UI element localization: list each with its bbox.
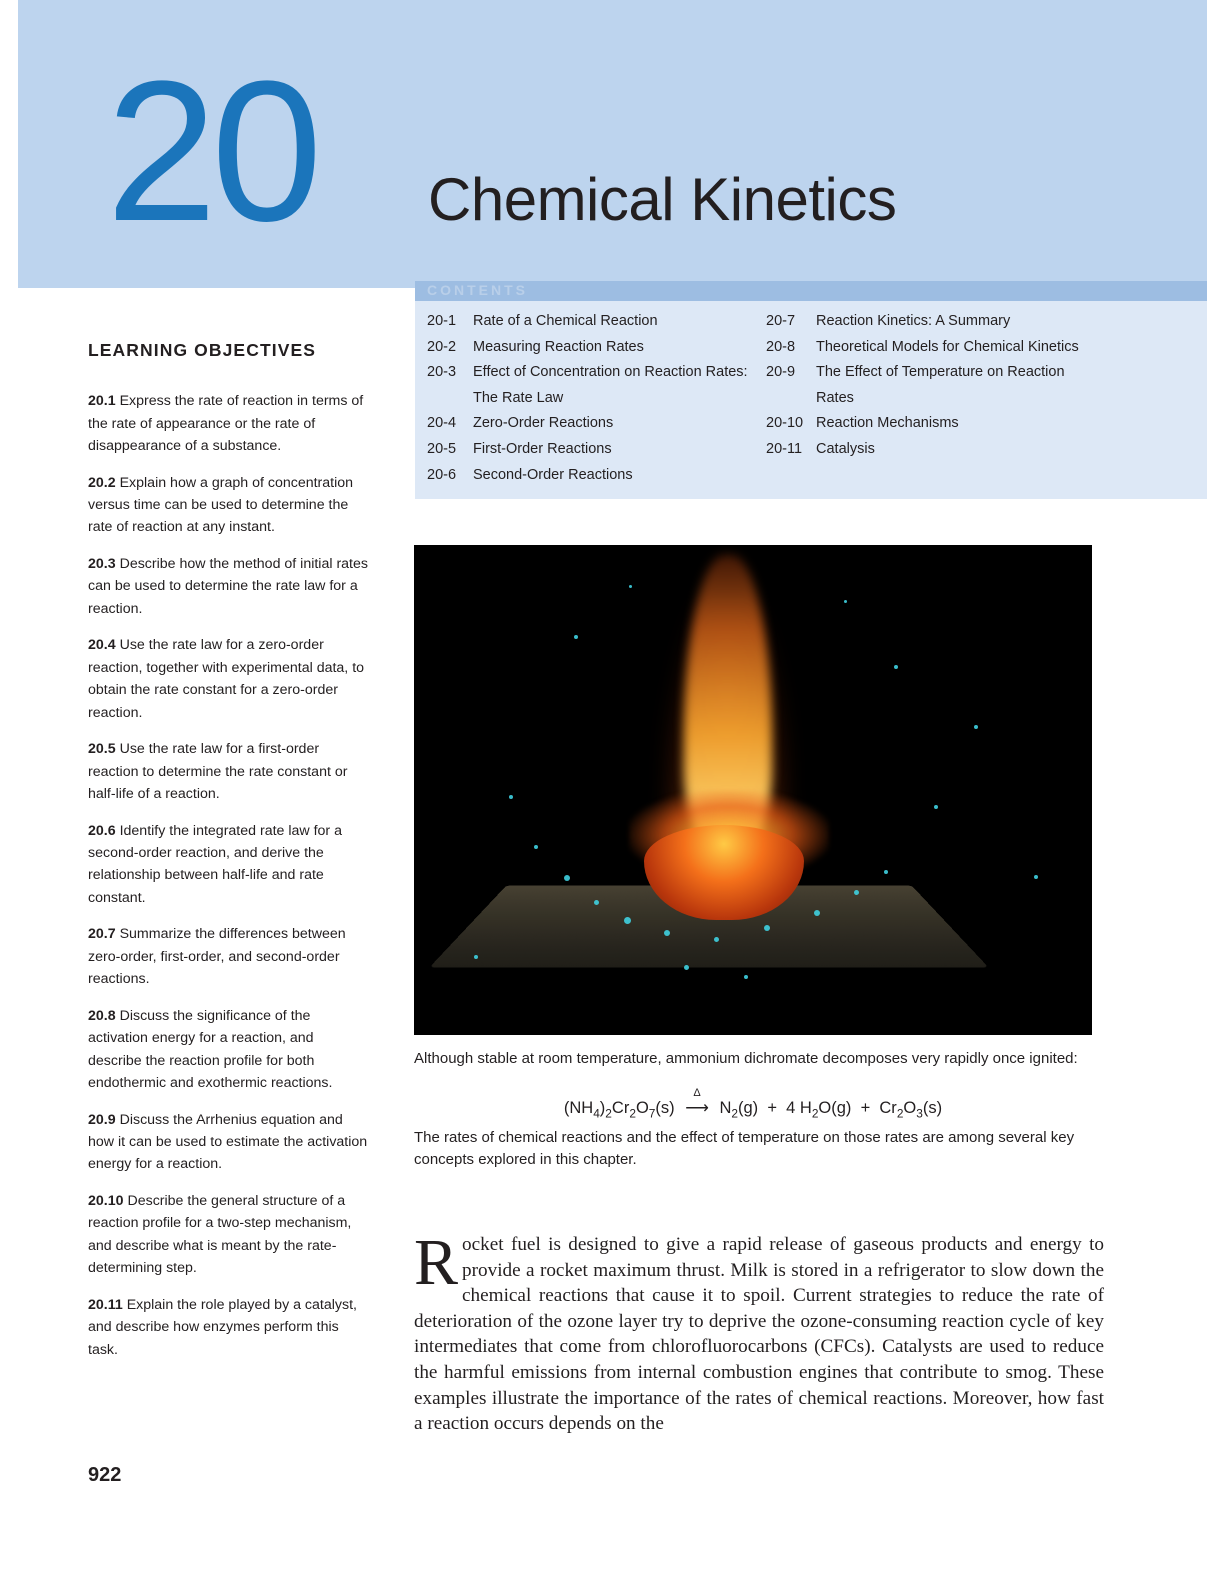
- objective-number: 20.5: [88, 741, 116, 758]
- toc-number: 20-10: [766, 415, 804, 432]
- toc-number: 20-1: [427, 313, 457, 329]
- toc-entry[interactable]: [427, 309, 757, 335]
- toc-entry[interactable]: [427, 335, 757, 361]
- drop-cap: R: [414, 1226, 459, 1299]
- toc-number: 20-11: [766, 440, 803, 457]
- toc-entry[interactable]: [766, 360, 1096, 411]
- objective-number: 20.9: [88, 1111, 116, 1128]
- objective-number: 20.6: [88, 822, 116, 839]
- spark-particle: [934, 805, 938, 809]
- toc-label: Measuring Reaction Rates: [473, 338, 644, 355]
- learning-objective-item: [88, 738, 371, 805]
- objective-number: 20.7: [88, 926, 116, 943]
- objective-text: Express the rate of reaction in terms of the rate of appearance or the rate of disappearance of a substance.: [88, 393, 364, 454]
- toc-label: Theoretical Models for Chemical Kinetics: [816, 338, 1079, 355]
- contents-heading-bar: [415, 281, 1207, 301]
- objective-text: Use the rate law for a first-order reaction to determine the rate constant or half-life of a reaction.: [88, 741, 348, 803]
- toc-entry[interactable]: [766, 411, 1096, 437]
- learning-objective-item: [88, 1109, 371, 1176]
- spark-particle: [474, 955, 478, 959]
- chapter-banner: [18, 0, 1207, 288]
- learning-objective-item: [88, 923, 371, 990]
- toc-number: 20-9: [766, 364, 796, 381]
- reaction-arrow-icon: Δ ⟶: [685, 1087, 709, 1117]
- toc-label: The Effect of Temperature on Reaction Rates: [816, 364, 1065, 406]
- objective-text: Describe how the method of initial rates can be used to determine the rate law for a reaction.: [88, 556, 368, 617]
- toc-label: Second-Order Reactions: [473, 466, 633, 483]
- chapter-opener-photo: [414, 545, 1092, 1035]
- objective-number: 20.4: [88, 637, 116, 654]
- learning-objective-item: [88, 472, 371, 539]
- spark-particle: [664, 930, 670, 936]
- contents-column-left: [427, 309, 757, 488]
- objective-text: Identify the integrated rate law for a second-order reaction, and derive the relationship between half-life and rate constant.: [88, 822, 342, 906]
- spark-particle: [629, 585, 632, 588]
- learning-objective-item: [88, 820, 371, 910]
- spark-particle: [974, 725, 978, 729]
- spark-particle: [1034, 875, 1038, 879]
- spark-particle: [624, 917, 631, 924]
- toc-number: 20-2: [427, 338, 457, 355]
- toc-number: 20-8: [766, 338, 796, 355]
- spark-particle: [764, 925, 770, 931]
- toc-number: 20-5: [427, 440, 457, 457]
- toc-label: First-Order Reactions: [473, 440, 612, 457]
- figure-caption-top: Although stable at room temperature, ammonium dichromate decomposes very rapidly once ignited:: [414, 1050, 1078, 1067]
- learning-objective-item: [88, 634, 371, 724]
- toc-entry[interactable]: [766, 335, 1096, 361]
- learning-objectives-heading: LEARNING OBJECTIVES: [88, 340, 317, 360]
- spark-particle: [684, 965, 689, 970]
- toc-label: Rate of a Chemical Reaction: [473, 313, 658, 329]
- toc-entry[interactable]: [766, 437, 1096, 463]
- objective-number: 20.8: [88, 1007, 116, 1024]
- toc-entry[interactable]: [427, 463, 757, 489]
- objective-number: 20.11: [88, 1296, 123, 1313]
- contents-heading: CONTENTS: [427, 282, 528, 298]
- learning-objective-item: [88, 390, 371, 457]
- chapter-number: 20: [106, 40, 317, 263]
- learning-objective-item: [88, 1294, 371, 1361]
- objective-text: Discuss the Arrhenius equation and how it can be used to estimate the activation energy for a reaction.: [88, 1111, 368, 1173]
- toc-entry[interactable]: [427, 360, 757, 411]
- spark-particle: [894, 665, 898, 669]
- toc-number: 20-3: [427, 364, 457, 381]
- learning-objective-item: [88, 553, 371, 620]
- spark-particle: [509, 795, 513, 799]
- toc-label: Effect of Concentration on Reaction Rates: The Rate Law: [473, 364, 748, 406]
- spark-particle: [534, 845, 538, 849]
- toc-label: Catalysis: [816, 440, 875, 457]
- figure-caption-bottom: The rates of chemical reactions and the effect of temperature on those rates are among several key concepts explored in this chapter.: [414, 1129, 1075, 1168]
- objective-number: 20.3: [88, 556, 116, 572]
- spark-particle: [564, 875, 570, 881]
- objective-text: Describe the general structure of a reaction profile for a two-step mechanism, and describe what is meant by the rate-determining step.: [88, 1193, 352, 1277]
- body-paragraph: [414, 1226, 1104, 1437]
- body-paragraph-text: ocket fuel is designed to give a rapid release of gaseous products and energy to provide a rocket maximum thrust. Milk is stored in a refrigerator to slow down the chemical reactions that cause it to spoil. Current strategies to reduce the rate of deterioration of the ozone layer try to deprive the ozone-consuming reaction cycle of key intermediates that come from chlorofluorocarbons (CFCs). Catalysts are used to reduce the harmful emissions from internal combustion engines that contribute to smog. These examples illustrate the importance of the rates of chemical reactions. Moreover, how fast a reaction occurs depends on the: [414, 1234, 1104, 1435]
- spark-particle: [574, 635, 578, 639]
- spark-particle: [814, 910, 820, 916]
- objective-number: 20.10: [88, 1193, 124, 1210]
- spark-particle: [844, 600, 847, 603]
- learning-objective-item: [88, 1190, 371, 1280]
- learning-objective-item: [88, 1005, 371, 1095]
- objective-text: Use the rate law for a zero-order reaction, together with experimental data, to obtain the rate constant for a zero-order reaction.: [88, 637, 365, 721]
- toc-number: 20-6: [427, 466, 457, 483]
- page-number: 922: [88, 1464, 122, 1486]
- spark-particle: [714, 937, 719, 942]
- toc-label: Reaction Mechanisms: [816, 415, 959, 432]
- objective-number: 20.1: [88, 393, 116, 410]
- toc-entry[interactable]: [427, 411, 757, 437]
- learning-objectives-list: [88, 376, 371, 1374]
- objective-number: 20.2: [88, 474, 116, 491]
- contents-column-right: [766, 309, 1096, 463]
- objective-text: Discuss the significance of the activation energy for a reaction, and describe the reaction profile for both endothermic and exothermic reactions.: [88, 1007, 333, 1092]
- spark-particle: [884, 870, 888, 874]
- figure-equation: $(NH_4)_2Cr_2O_7(s)$ Δ ⟶ $N_2(g) + 4$ $H_2O(g) + Cr_2O_3(s)$: [563, 1087, 943, 1121]
- toc-label: Zero-Order Reactions: [473, 415, 614, 432]
- toc-number: 20-4: [427, 415, 457, 432]
- spark-particle: [854, 890, 859, 895]
- toc-entry[interactable]: [427, 437, 757, 463]
- spark-particle: [594, 900, 599, 905]
- objective-text: Explain how a graph of concentration versus time can be used to determine the rate of reaction at any instant.: [88, 474, 354, 536]
- toc-number: 20-7: [766, 313, 796, 329]
- spark-particle: [744, 975, 748, 979]
- objective-text: Explain the role played by a catalyst, and describe how enzymes perform this task.: [88, 1296, 357, 1358]
- toc-entry[interactable]: [766, 309, 1096, 335]
- toc-label: Reaction Kinetics: A Summary: [816, 313, 1011, 329]
- objective-text: Summarize the differences between zero-order, first-order, and second-order reactions.: [88, 926, 346, 988]
- chapter-title: Chemical Kinetics: [428, 166, 897, 233]
